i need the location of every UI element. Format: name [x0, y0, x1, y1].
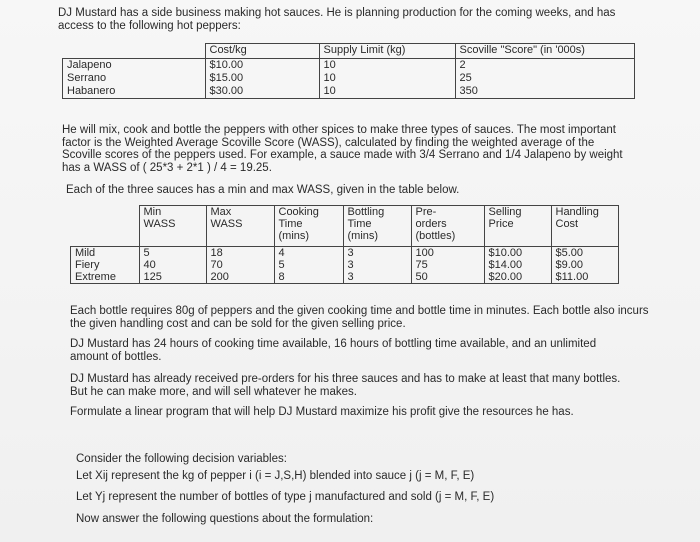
header-line: Cooking [278, 206, 319, 218]
pepper-score: 350 [455, 85, 634, 99]
pepper-name: Jalapeno [63, 59, 206, 73]
header-line: WASS [210, 218, 243, 230]
table-row [63, 72, 635, 85]
table-intro: Each of the three sauces has a min and max WASS, given in the table below. [66, 184, 460, 196]
header-line: (mins) [278, 230, 310, 242]
pepper-header-score: Scoville "Score" (in '000s) [455, 44, 634, 59]
header-line: (mins) [347, 230, 379, 242]
pepper-cost: $30.00 [205, 85, 319, 99]
pepper-header-supply: Supply Limit (kg) [319, 44, 455, 59]
sauce-name: Extreme [71, 271, 140, 284]
intro-paragraph: DJ Mustard has a side business making hot sauces. He is planning production for the coming weeks, and has access to the following hot peppers: [58, 7, 616, 32]
pepper-name: Habanero [63, 85, 206, 99]
header-line: Max [210, 206, 232, 218]
sauce-price: $20.00 [484, 271, 551, 284]
sauce-max: 200 [206, 271, 274, 284]
preorders-paragraph: DJ Mustard has already received pre-orders for his three sauces and has to make at least that many bottles. But he can make more, and will sell whatever he makes. [70, 373, 621, 398]
now-paragraph: Now answer the following questions about the formulation: [76, 513, 374, 525]
sauce-name: Fiery [71, 259, 140, 271]
sauce-min: 40 [139, 259, 206, 271]
sauce-header-blank [71, 206, 140, 247]
table-row [63, 85, 635, 99]
sauce-header-bottling [343, 206, 411, 247]
header-line: Bottling [347, 206, 385, 218]
header-line: Selling [488, 206, 522, 218]
sauce-max: 70 [206, 259, 274, 271]
consider-paragraph: Consider the following decision variables: [76, 453, 287, 465]
sauce-min: 125 [139, 271, 206, 284]
pepper-supply: 10 [319, 85, 455, 99]
header-line: orders [415, 218, 447, 230]
sauce-table [70, 205, 619, 284]
header-line: Price [488, 218, 514, 230]
header-line: Handling [555, 206, 599, 218]
table-row [71, 271, 619, 284]
sauce-header-handling [551, 206, 618, 247]
sauce-cook: 8 [274, 271, 343, 284]
header-line: Min [143, 206, 162, 218]
bottle-paragraph: Each bottle requires 80g of peppers and the given cooking time and bottle time in minutes. Each bottle also incurs the given handling cost and can be sold for the given selling price. [70, 305, 649, 330]
sauce-price: $10.00 [484, 247, 551, 260]
table-row [71, 247, 619, 260]
pepper-supply: 10 [319, 72, 455, 85]
pepper-table [62, 43, 635, 99]
sauce-header-preorders [411, 206, 484, 247]
pepper-score: 25 [455, 72, 634, 85]
sauce-max: 18 [206, 247, 274, 260]
sauce-header-row [71, 206, 619, 247]
sauce-price: $14.00 [484, 259, 551, 271]
pepper-cost: $10.00 [205, 59, 319, 73]
sauce-name: Mild [71, 247, 140, 260]
sauce-handling: $11.00 [551, 271, 618, 284]
sauce-cook: 5 [274, 259, 343, 271]
sauce-preorders: 75 [411, 259, 484, 271]
xij-paragraph: Let Xij represent the kg of pepper i (i = J,S,H) blended into sauce j (j = M, F, E) [76, 470, 475, 482]
sauce-bottle: 3 [343, 247, 411, 260]
header-line: (bottles) [415, 230, 456, 242]
header-line: Pre- [415, 206, 437, 218]
sauce-handling: $5.00 [551, 247, 618, 260]
table-row [63, 59, 635, 73]
sauce-preorders: 50 [411, 271, 484, 284]
sauce-header-cooking [274, 206, 343, 247]
pepper-name: Serrano [63, 72, 206, 85]
pepper-supply: 10 [319, 59, 455, 73]
sauce-header-min [139, 206, 206, 247]
yj-paragraph: Let Yj represent the number of bottles of type j manufactured and sold (j = M, F, E) [76, 491, 495, 503]
header-line: Time [278, 218, 303, 230]
hours-paragraph: DJ Mustard has 24 hours of cooking time available, 16 hours of bottling time available, and an unlimited amount of bottles. [70, 338, 597, 363]
pepper-cost: $15.00 [205, 72, 319, 85]
pepper-header-blank [63, 44, 206, 59]
header-line: WASS [143, 218, 176, 230]
sauce-bottle: 3 [343, 271, 411, 284]
sauce-handling: $9.00 [551, 259, 618, 271]
header-line: Time [347, 218, 372, 230]
table-row [71, 259, 619, 271]
formulate-paragraph: Formulate a linear program that will help DJ Mustard maximize his profit give the resources he has. [70, 406, 574, 418]
sauce-bottle: 3 [343, 259, 411, 271]
pepper-score: 2 [455, 59, 634, 73]
header-line: Cost [555, 218, 579, 230]
sauce-header-max [206, 206, 274, 247]
sauce-cook: 4 [274, 247, 343, 260]
wass-paragraph: He will mix, cook and bottle the peppers with other spices to make three types of sauces. The most important factor is the Weighted Average Scoville Score (WASS), calculated by finding the weighted average of the Scoville scores of the peppers used. For example, a sauce made with 3/4 Serrano and 1/4 Jalapeno by weight has a WASS of ( 25*3 + 2*1 ) / 4 = 19.25. [62, 124, 623, 174]
sauce-min: 5 [139, 247, 206, 260]
sauce-preorders: 100 [411, 247, 484, 260]
sauce-header-price [484, 206, 551, 247]
pepper-header-cost: Cost/kg [205, 44, 319, 59]
